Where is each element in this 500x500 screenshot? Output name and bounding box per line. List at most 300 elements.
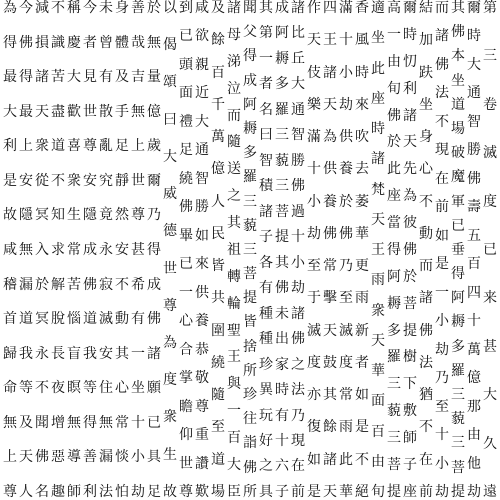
character-glyph: 繞 [211, 354, 225, 371]
character-glyph: 永 [99, 241, 113, 258]
character-glyph: 華 [355, 225, 369, 242]
text-column [354, 0, 370, 500]
character-glyph: 阿 [275, 25, 289, 42]
character-glyph: 以 [163, 0, 177, 16]
character-glyph: 場 [211, 483, 225, 500]
character-glyph: 具 [147, 449, 161, 466]
character-glyph: 是 [3, 172, 17, 189]
character-glyph: 垂 [451, 241, 465, 258]
character-glyph: 繞 [179, 170, 193, 187]
character-glyph: 供 [339, 129, 353, 146]
character-glyph: 至 [339, 290, 353, 307]
character-glyph: 那 [467, 398, 481, 415]
character-glyph: 趺 [419, 64, 433, 81]
character-glyph: 魔 [451, 169, 465, 186]
character-glyph: 前 [419, 483, 433, 500]
character-glyph: 勝 [195, 199, 209, 216]
character-glyph: 萬 [211, 129, 225, 146]
character-glyph: 卷 [483, 96, 497, 113]
character-glyph: 而 [435, 0, 449, 16]
character-glyph: 多 [451, 338, 465, 355]
character-glyph: 大 [67, 69, 81, 86]
character-glyph: 此 [371, 60, 385, 77]
character-glyph: 動 [115, 311, 129, 328]
text-column [418, 0, 434, 500]
character-glyph: 成 [147, 276, 161, 293]
character-glyph: 手 [115, 103, 129, 120]
character-glyph: 之 [259, 458, 273, 475]
character-glyph: 未 [275, 305, 289, 322]
character-glyph: 旬 [387, 80, 401, 97]
character-glyph: 億 [147, 103, 161, 120]
character-glyph: 隱 [83, 207, 97, 224]
character-glyph: 所 [243, 362, 257, 379]
character-glyph: 足 [115, 138, 129, 155]
character-glyph: 羅 [275, 101, 289, 118]
character-glyph: 減 [35, 0, 49, 16]
character-glyph: 十 [307, 161, 321, 178]
character-glyph: 佛 [19, 34, 33, 51]
character-glyph: 下 [403, 376, 417, 393]
character-glyph: 衆 [163, 409, 177, 426]
character-glyph: 出 [275, 331, 289, 348]
character-glyph: 及 [211, 0, 225, 16]
character-glyph: 一 [387, 26, 401, 43]
character-glyph: 劫 [339, 96, 353, 113]
character-glyph: 佛 [147, 311, 161, 328]
character-glyph: 勝 [467, 142, 481, 159]
character-glyph: 送 [227, 161, 241, 178]
character-glyph: 安 [99, 345, 113, 362]
character-glyph: 佛 [387, 107, 401, 124]
character-glyph: 去 [355, 161, 369, 178]
character-glyph: 天 [323, 96, 337, 113]
character-glyph: 歸 [3, 345, 17, 362]
character-glyph: 梵 [371, 181, 385, 198]
character-glyph: 究 [99, 172, 113, 189]
character-glyph: 鼓 [323, 354, 337, 371]
character-glyph: 諸 [323, 451, 337, 468]
character-glyph: 捨 [243, 338, 257, 355]
character-glyph: 坐 [419, 96, 433, 113]
character-glyph: 不 [51, 172, 65, 189]
text-column [178, 0, 194, 500]
character-glyph: 道 [211, 451, 225, 468]
character-glyph: 滿 [307, 129, 321, 146]
character-glyph: 如 [355, 387, 369, 404]
character-glyph: 是 [355, 419, 369, 436]
character-glyph: 養 [339, 161, 353, 178]
character-glyph: 而 [419, 258, 433, 275]
character-glyph: 供 [323, 161, 337, 178]
character-glyph: 種 [259, 331, 273, 348]
character-glyph: 有 [275, 407, 289, 424]
character-glyph: 師 [403, 430, 417, 446]
character-glyph: 座 [387, 188, 401, 205]
character-glyph: 歡 [67, 103, 81, 120]
character-glyph: 到 [179, 0, 193, 16]
character-glyph: 菩 [387, 456, 401, 473]
character-glyph: 有 [259, 280, 273, 297]
character-glyph: 菩 [451, 459, 465, 476]
character-glyph: 合 [179, 341, 193, 358]
character-glyph: 皆 [243, 314, 257, 331]
character-glyph: 欲 [195, 28, 209, 45]
character-glyph: 未 [99, 0, 113, 16]
character-glyph: 通 [291, 101, 305, 118]
character-glyph: 盲 [67, 345, 81, 362]
character-glyph: 久 [483, 435, 497, 452]
character-glyph: 在 [291, 458, 305, 475]
character-glyph: 三 [243, 241, 257, 258]
character-glyph: 詣 [243, 435, 257, 452]
character-glyph: 忉 [403, 53, 417, 70]
character-glyph: 佛 [83, 276, 97, 293]
character-glyph: 成 [243, 72, 257, 89]
character-glyph: 坐 [131, 380, 145, 397]
character-glyph: 阿 [387, 268, 401, 285]
character-glyph: 讚 [195, 455, 209, 472]
character-glyph: 結 [419, 0, 433, 16]
character-glyph: 度 [339, 354, 353, 371]
character-glyph: 世 [163, 260, 177, 277]
character-glyph: 尊 [179, 483, 193, 500]
character-glyph: 提 [451, 483, 465, 500]
character-glyph: 菩 [275, 203, 289, 220]
character-glyph: 永 [35, 345, 49, 362]
character-glyph: 新 [355, 322, 369, 339]
character-glyph: 智 [259, 152, 273, 169]
character-glyph: 法 [291, 382, 305, 399]
character-glyph: 阿 [243, 96, 257, 113]
character-glyph: 餘 [211, 32, 225, 49]
character-glyph: 隨 [227, 134, 241, 151]
character-glyph: 不 [115, 276, 129, 293]
text-column [226, 0, 242, 500]
character-glyph: 為 [403, 188, 417, 205]
character-glyph: 彼 [403, 215, 417, 231]
character-glyph: 寂 [99, 276, 113, 293]
character-glyph: 異 [259, 382, 273, 399]
character-glyph: 爾 [403, 0, 417, 16]
character-glyph: 億 [467, 370, 481, 387]
character-glyph: 比 [291, 25, 305, 42]
character-glyph: 善 [83, 449, 97, 466]
character-glyph: 乃 [435, 370, 449, 387]
character-glyph: 曰 [163, 111, 177, 128]
character-glyph: 劫 [467, 483, 481, 500]
character-glyph: 度 [307, 354, 321, 371]
character-glyph: 華 [339, 483, 353, 500]
character-glyph: 量 [147, 69, 161, 86]
text-column [482, 0, 498, 500]
character-glyph: 養 [195, 313, 209, 330]
character-glyph: 共 [211, 290, 225, 307]
character-glyph: 今 [83, 0, 97, 16]
character-glyph: 百 [227, 430, 241, 446]
character-glyph: 至 [435, 398, 449, 415]
character-glyph: 座 [403, 483, 417, 500]
character-glyph: 不 [419, 419, 433, 436]
character-glyph: 咸 [195, 0, 209, 16]
character-glyph: 絕 [355, 483, 369, 500]
character-glyph: 者 [355, 354, 369, 371]
character-glyph: 具 [259, 483, 273, 500]
character-glyph: 大 [3, 103, 17, 120]
character-glyph: 劫 [131, 483, 145, 500]
character-glyph: 三 [387, 376, 401, 393]
character-glyph: 已 [483, 241, 497, 258]
character-glyph: 十 [339, 32, 353, 49]
character-glyph: 耨 [387, 295, 401, 312]
character-glyph: 滅 [99, 311, 113, 328]
character-glyph: 師 [67, 483, 81, 500]
character-glyph: 壽 [467, 199, 481, 216]
character-glyph: 坐 [371, 30, 385, 47]
character-glyph: 至 [211, 419, 225, 436]
character-glyph: 衆 [371, 302, 385, 319]
character-glyph: 及 [115, 69, 129, 86]
character-glyph: 惱 [67, 311, 81, 328]
character-glyph: 道 [19, 311, 33, 328]
character-glyph: 度 [163, 372, 177, 389]
character-glyph: 前 [435, 199, 449, 216]
text-column [66, 0, 82, 500]
character-glyph: 有 [99, 69, 113, 86]
character-glyph: 勝 [291, 152, 305, 169]
character-glyph: 歎 [195, 483, 209, 500]
character-glyph: 佛 [35, 449, 49, 466]
character-glyph: 無 [3, 414, 17, 431]
text-column [450, 0, 466, 500]
character-glyph: 於 [403, 268, 417, 285]
character-glyph: 一 [227, 403, 241, 420]
character-glyph: 天 [323, 322, 337, 339]
character-glyph: 常 [339, 387, 353, 404]
character-glyph: 乃 [291, 407, 305, 424]
character-glyph: 遠 [483, 483, 497, 500]
character-glyph: 輪 [227, 295, 241, 312]
character-glyph: 人 [19, 483, 33, 500]
character-glyph: 子 [403, 456, 417, 473]
character-glyph: 無 [99, 414, 113, 431]
character-glyph: 得 [83, 414, 97, 431]
character-glyph: 軍 [451, 193, 465, 210]
character-glyph: 曰 [259, 127, 273, 144]
character-glyph: 已 [179, 256, 193, 273]
character-glyph: 滅 [339, 322, 353, 339]
character-glyph: 道 [51, 138, 65, 155]
character-glyph: 稱 [67, 0, 81, 16]
character-glyph: 首 [3, 311, 17, 328]
character-glyph: 足 [147, 483, 161, 500]
character-glyph: 求 [51, 241, 65, 258]
text-column [50, 0, 66, 500]
character-glyph: 佛 [275, 280, 289, 297]
character-glyph: 萬 [467, 341, 481, 358]
character-glyph: 三 [451, 435, 465, 452]
character-glyph: 心 [419, 161, 433, 178]
character-glyph: 滅 [483, 145, 497, 162]
character-glyph: 安 [19, 172, 33, 189]
character-glyph: 者 [83, 34, 97, 51]
character-glyph: 度 [483, 193, 497, 210]
character-glyph: 滅 [307, 322, 321, 339]
character-glyph: 祖 [227, 241, 241, 258]
character-glyph: 為 [3, 0, 17, 16]
character-glyph: 不 [51, 0, 65, 16]
character-glyph: 藐 [451, 411, 465, 428]
character-glyph: 子 [275, 483, 289, 500]
character-glyph: 作 [307, 0, 321, 16]
character-glyph: 藐 [243, 217, 257, 234]
character-glyph: 於 [339, 193, 353, 210]
character-glyph: 珍 [259, 356, 273, 373]
character-glyph: 佛 [323, 225, 337, 242]
character-glyph: 座 [371, 90, 385, 107]
text-column [370, 0, 386, 500]
character-glyph: 親 [195, 56, 209, 73]
character-glyph: 聞 [35, 414, 49, 431]
character-glyph: 苦 [67, 276, 81, 293]
text-column [258, 0, 274, 500]
character-glyph: 大 [467, 56, 481, 73]
character-glyph: 常 [323, 258, 337, 275]
character-glyph: 十 [467, 313, 481, 330]
character-glyph: 上 [131, 138, 145, 155]
character-glyph: 冥 [35, 311, 49, 328]
character-glyph: 命 [3, 380, 17, 397]
character-glyph: 高 [387, 0, 401, 16]
character-glyph: 法 [435, 85, 449, 102]
character-glyph: 子 [259, 229, 273, 246]
character-glyph: 場 [451, 120, 465, 137]
character-glyph: 偈 [163, 37, 177, 54]
character-glyph: 願 [147, 380, 161, 397]
character-glyph: 增 [51, 414, 65, 431]
character-glyph: 長 [51, 345, 65, 362]
character-glyph: 之 [291, 356, 305, 373]
text-column [194, 0, 210, 500]
character-glyph: 歲 [147, 138, 161, 155]
character-glyph: 威 [163, 186, 177, 203]
text-column [306, 0, 322, 500]
text-column [322, 0, 338, 500]
character-glyph: 供 [195, 284, 209, 301]
character-glyph: 名 [35, 483, 49, 500]
character-glyph: 是 [307, 483, 321, 500]
character-glyph: 識 [51, 34, 65, 51]
character-glyph: 來 [355, 96, 369, 113]
character-glyph: 漏 [19, 276, 33, 293]
character-glyph: 諸 [435, 28, 449, 45]
character-glyph: 佛 [451, 24, 465, 41]
character-glyph: 百 [211, 64, 225, 81]
character-glyph: 在 [419, 451, 433, 468]
character-glyph: 一 [179, 284, 193, 301]
character-glyph: 今 [19, 0, 33, 16]
text-column [338, 0, 354, 500]
character-glyph: 佛 [435, 56, 449, 73]
character-glyph: 養 [323, 193, 337, 210]
character-glyph: 敷 [403, 403, 417, 420]
character-glyph: 羅 [243, 169, 257, 186]
text-column [34, 0, 50, 500]
character-glyph: 不 [355, 451, 369, 468]
character-glyph: 百 [467, 256, 481, 273]
character-glyph: 由 [467, 427, 481, 444]
character-glyph: 頌 [163, 74, 177, 91]
character-glyph: 瞑 [67, 380, 81, 397]
character-glyph: 佛 [467, 170, 481, 187]
character-glyph: 乃 [147, 207, 161, 224]
character-glyph: 德 [163, 223, 177, 240]
character-glyph: 諸 [291, 305, 305, 322]
text-column [98, 0, 114, 500]
character-glyph: 藐 [387, 403, 401, 420]
character-glyph: 故 [163, 483, 177, 500]
character-glyph: 最 [19, 103, 33, 120]
text-column [386, 0, 402, 500]
character-glyph: 盡 [51, 103, 65, 120]
character-glyph: 圍 [211, 322, 225, 339]
character-glyph: 惔 [115, 449, 129, 466]
character-glyph: 時 [371, 121, 385, 137]
character-glyph: 導 [67, 449, 81, 466]
character-glyph: 風 [355, 32, 369, 49]
character-glyph: 畢 [179, 227, 193, 244]
character-glyph: 一 [435, 284, 449, 301]
character-glyph: 多 [275, 76, 289, 93]
character-glyph: 佛 [403, 241, 417, 258]
character-glyph: 伎 [307, 64, 321, 81]
character-glyph: 過 [291, 203, 305, 220]
character-glyph: 更 [355, 258, 369, 275]
character-glyph: 猶 [419, 387, 433, 404]
character-glyph: 王 [323, 32, 337, 49]
character-glyph: 吉 [131, 69, 145, 86]
character-glyph: 提 [275, 229, 289, 246]
character-glyph: 於 [147, 0, 161, 16]
character-glyph: 大 [291, 76, 305, 93]
character-glyph: 雨 [355, 290, 369, 307]
character-glyph: 佛 [179, 199, 193, 216]
character-glyph: 成 [83, 241, 97, 258]
character-glyph: 尊 [3, 483, 17, 500]
character-glyph: 天 [307, 32, 321, 49]
text-column [290, 0, 306, 500]
character-glyph: 王 [227, 349, 241, 366]
character-glyph: 得 [243, 48, 257, 65]
character-glyph: 十 [131, 414, 145, 431]
character-glyph: 滿 [339, 0, 353, 16]
character-glyph: 得 [451, 266, 465, 283]
character-glyph: 民 [211, 225, 225, 242]
character-glyph: 哉 [131, 34, 145, 51]
character-glyph: 菩 [243, 266, 257, 283]
character-glyph: 耨 [275, 50, 289, 67]
character-glyph: 于 [307, 290, 321, 307]
character-glyph: 入 [35, 241, 49, 258]
character-glyph: 生 [67, 207, 81, 224]
character-glyph: 聖 [227, 322, 241, 339]
character-glyph: 最 [3, 69, 17, 86]
character-glyph: 多 [243, 145, 257, 162]
character-glyph: 得 [19, 69, 33, 86]
character-glyph: 近 [195, 85, 209, 102]
character-glyph: 人 [211, 193, 225, 210]
character-glyph: 名 [259, 101, 273, 118]
